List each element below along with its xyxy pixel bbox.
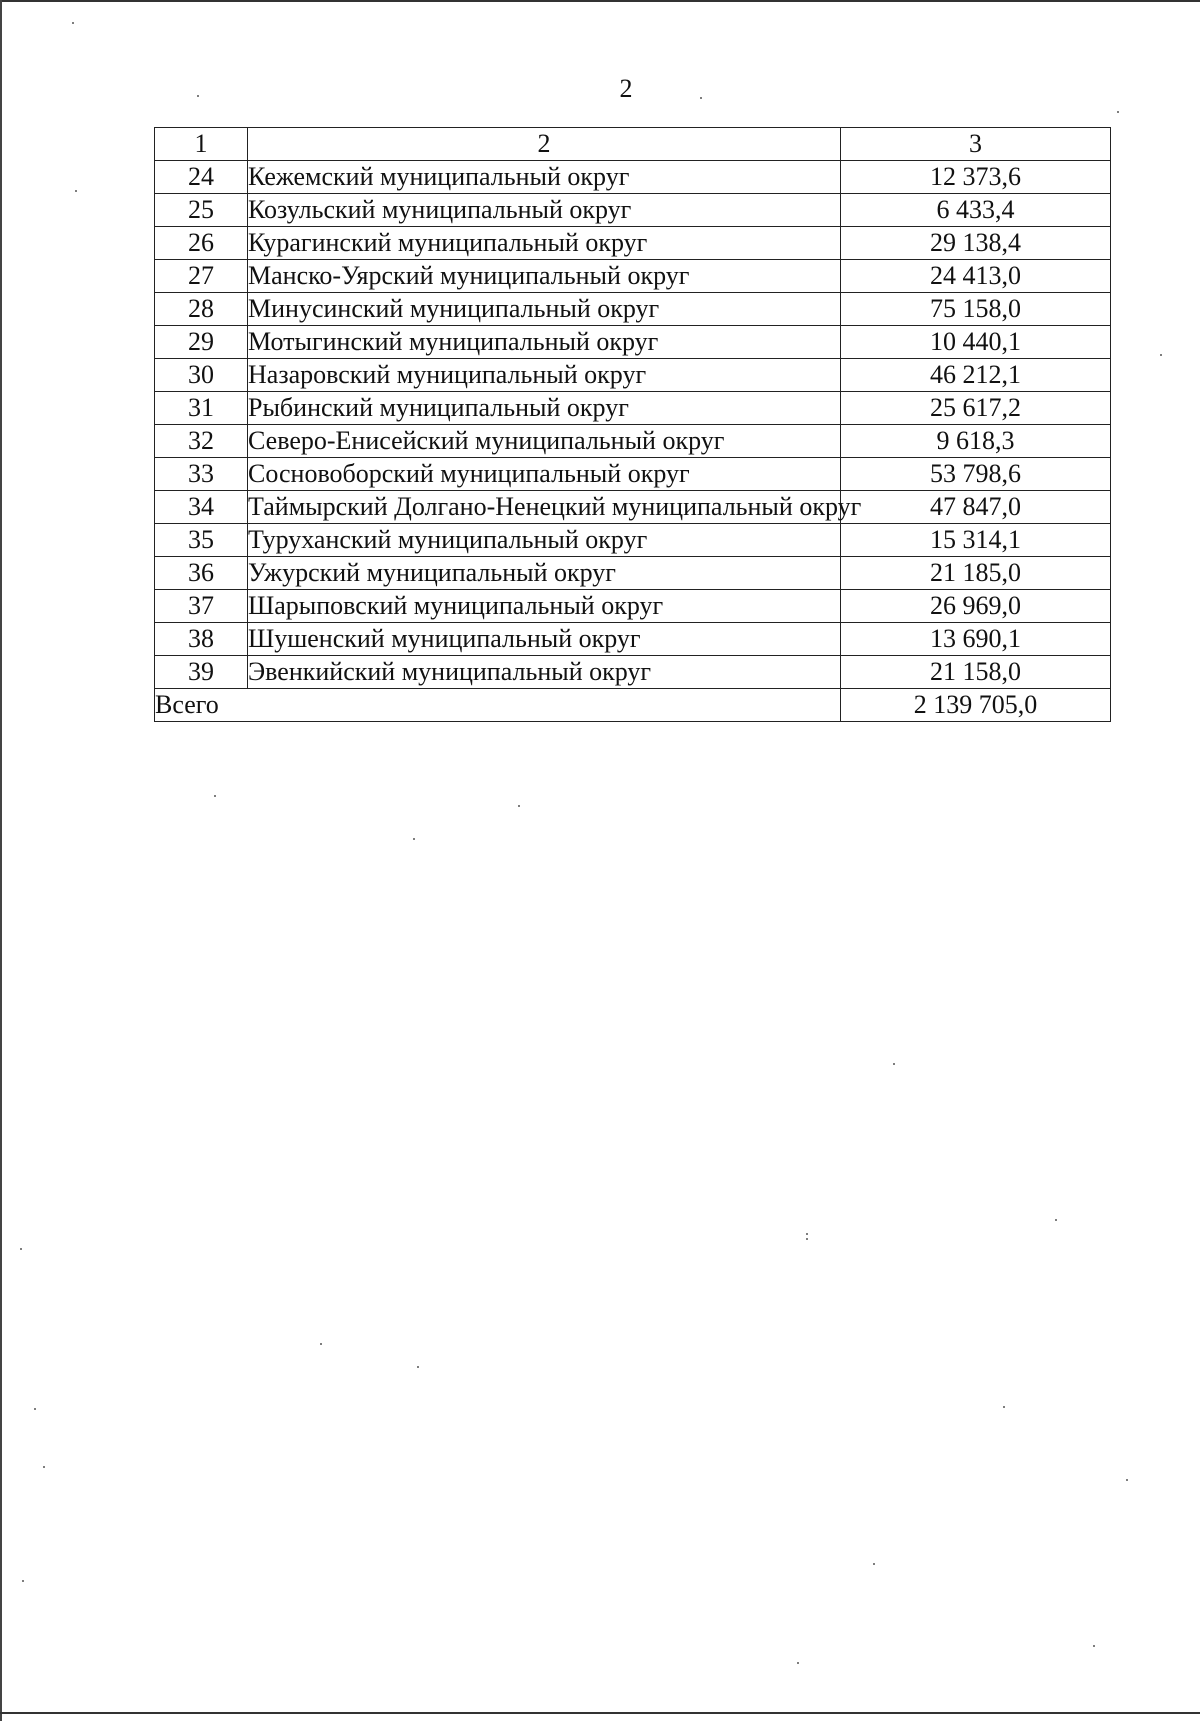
row-municipality-name: Эвенкийский муниципальный округ	[248, 656, 841, 689]
table-row	[155, 227, 1111, 260]
row-value: 24 413,0	[841, 260, 1111, 293]
table-row	[155, 293, 1111, 326]
header-cell-name: 2	[248, 128, 841, 161]
row-number: 33	[155, 458, 248, 491]
row-number: 39	[155, 656, 248, 689]
scan-speck	[43, 1466, 45, 1468]
scan-speck	[806, 1233, 808, 1235]
row-value: 13 690,1	[841, 623, 1111, 656]
scan-speck	[197, 95, 199, 97]
row-value: 21 158,0	[841, 656, 1111, 689]
row-municipality-name: Северо-Енисейский муниципальный округ	[248, 425, 841, 458]
scan-speck	[1093, 1645, 1095, 1647]
row-value: 25 617,2	[841, 392, 1111, 425]
row-municipality-name: Туруханский муниципальный округ	[248, 524, 841, 557]
row-municipality-name: Кежемский муниципальный округ	[248, 161, 841, 194]
row-value: 12 373,6	[841, 161, 1111, 194]
table-body	[155, 128, 1111, 722]
row-number: 31	[155, 392, 248, 425]
table-row	[155, 326, 1111, 359]
scan-speck	[1055, 1219, 1057, 1221]
row-number: 32	[155, 425, 248, 458]
scan-speck	[75, 190, 77, 192]
row-municipality-name: Козульский муниципальный округ	[248, 194, 841, 227]
total-row	[155, 689, 1111, 722]
regions-table	[154, 127, 1111, 722]
table-row	[155, 194, 1111, 227]
total-label: Всего	[155, 689, 841, 722]
row-municipality-name: Курагинский муниципальный округ	[248, 227, 841, 260]
scan-speck	[797, 1662, 799, 1664]
row-number: 37	[155, 590, 248, 623]
total-value: 2 139 705,0	[841, 689, 1111, 722]
table-row	[155, 425, 1111, 458]
row-value: 15 314,1	[841, 524, 1111, 557]
row-municipality-name: Таймырский Долгано-Ненецкий муниципальный округ	[248, 491, 841, 524]
header-cell-value: 3	[841, 128, 1111, 161]
scan-edge-left	[0, 0, 2, 1721]
scan-speck	[1126, 1479, 1128, 1481]
scan-speck	[806, 1238, 808, 1240]
table-row	[155, 161, 1111, 194]
row-municipality-name: Мотыгинский муниципальный округ	[248, 326, 841, 359]
row-municipality-name: Сосновоборский муниципальный округ	[248, 458, 841, 491]
table-row	[155, 359, 1111, 392]
row-value: 75 158,0	[841, 293, 1111, 326]
scan-speck	[518, 805, 520, 807]
row-number: 28	[155, 293, 248, 326]
row-value: 29 138,4	[841, 227, 1111, 260]
table-row	[155, 557, 1111, 590]
scan-speck	[20, 1248, 22, 1250]
scan-speck	[893, 1063, 895, 1065]
scan-speck	[34, 1408, 36, 1410]
scan-speck	[1003, 1406, 1005, 1408]
row-value: 10 440,1	[841, 326, 1111, 359]
row-value: 26 969,0	[841, 590, 1111, 623]
scan-speck	[22, 1580, 24, 1582]
scan-speck	[1160, 354, 1162, 356]
row-number: 34	[155, 491, 248, 524]
row-number: 35	[155, 524, 248, 557]
row-number: 26	[155, 227, 248, 260]
row-value: 47 847,0	[841, 491, 1111, 524]
row-value: 6 433,4	[841, 194, 1111, 227]
row-value: 9 618,3	[841, 425, 1111, 458]
row-municipality-name: Манско-Уярский муниципальный округ	[248, 260, 841, 293]
row-number: 27	[155, 260, 248, 293]
table-row	[155, 260, 1111, 293]
row-number: 24	[155, 161, 248, 194]
scan-speck	[320, 1343, 322, 1345]
row-number: 30	[155, 359, 248, 392]
table-row	[155, 392, 1111, 425]
row-municipality-name: Шушенский муниципальный округ	[248, 623, 841, 656]
scan-speck	[413, 838, 415, 840]
scan-edge-top	[0, 0, 1200, 2]
row-municipality-name: Минусинский муниципальный округ	[248, 293, 841, 326]
table-row	[155, 524, 1111, 557]
scan-speck	[1117, 111, 1119, 113]
row-number: 38	[155, 623, 248, 656]
row-municipality-name: Шарыповский муниципальный округ	[248, 590, 841, 623]
table-row	[155, 590, 1111, 623]
row-value: 53 798,6	[841, 458, 1111, 491]
scan-speck	[873, 1563, 875, 1565]
scan-speck	[417, 1366, 419, 1368]
row-municipality-name: Ужурский муниципальный округ	[248, 557, 841, 590]
row-number: 29	[155, 326, 248, 359]
row-number: 25	[155, 194, 248, 227]
row-number: 36	[155, 557, 248, 590]
row-municipality-name: Рыбинский муниципальный округ	[248, 392, 841, 425]
scan-speck	[214, 795, 216, 797]
header-cell-number: 1	[155, 128, 248, 161]
scan-edge-bottom	[0, 1712, 1200, 1714]
row-value: 21 185,0	[841, 557, 1111, 590]
table-row	[155, 458, 1111, 491]
table-row	[155, 491, 1111, 524]
table-row	[155, 623, 1111, 656]
table-header-row	[155, 128, 1111, 161]
page-number: 2	[619, 74, 633, 103]
scan-speck	[72, 22, 74, 24]
row-municipality-name: Назаровский муниципальный округ	[248, 359, 841, 392]
table-row	[155, 656, 1111, 689]
row-value: 46 212,1	[841, 359, 1111, 392]
scan-speck	[700, 97, 702, 99]
